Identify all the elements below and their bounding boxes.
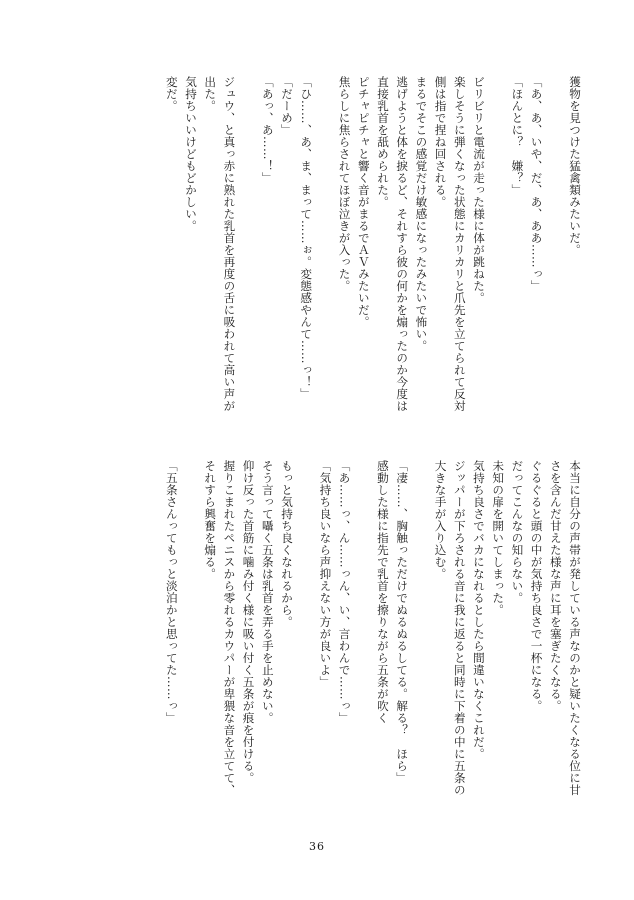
text-line (354, 460, 373, 830)
text-line: 気持ちいいけどもどかしい。 (184, 76, 198, 232)
text-line: ビリビリと電流が走った様に体が跳ねた。 (472, 76, 487, 304)
text-line: 仰け反った首筋に噛み付く様に吸い付く五条が痕を付ける。 (241, 460, 256, 784)
text-line (296, 460, 315, 830)
text-line: 大きな手が入り込む。 (433, 460, 448, 580)
text-line: 「あっ、あ……！」 (260, 76, 275, 184)
text-line: 「五条さんってもっと淡泊かと思ってた……っ」 (164, 460, 179, 724)
text-line: ジッパーが下ろされる音に我に返ると同時に下着の中に五条の (452, 460, 467, 796)
text-line: 「だーめ」 (280, 76, 294, 136)
top-text-block (70, 76, 584, 440)
text-line: 変だ。 (164, 76, 179, 112)
text-line: 本当に自分の声帯が発している声なのかと疑いたくなる位に甘 (568, 460, 582, 796)
text-line: 未知の扉を開いてしまった。 (491, 460, 506, 616)
text-line: ジュウ、と真っ赤に熟れた乳首を再度の舌に吸われて高い声が (222, 76, 237, 412)
text-line: 「あ、あ、いや、だ、あ、ああ……っ」 (529, 76, 544, 292)
text-line (181, 460, 200, 830)
text-line: 「ひ……、あ、ま、まって……ぉ。変態感やんて……っ！」 (299, 76, 314, 400)
text-line: もっと気持ち良くなれるから。 (280, 460, 294, 628)
text-line: 感動した様に指先で乳首を擦りながら五条が吹く (375, 460, 390, 724)
text-line: 獲物を見つけた猛禽類みたいだ。 (568, 76, 582, 256)
text-line: そう言って囁く五条は乳首を弄る手を止めない。 (260, 460, 275, 724)
text-line: それすら興奮を煽る。 (203, 460, 218, 580)
text-line (238, 76, 257, 440)
text-line: 「凄……、胸触っただけでぬるぬるしてる。解る？ ほら」 (395, 460, 410, 784)
text-line (488, 76, 507, 440)
bottom-text-block (70, 460, 584, 830)
text-line: 焦らしに焦らされてほぼ泣きが入った。 (337, 76, 352, 292)
text-line: さを含んだ甘えた様な声に耳を塞ぎたくなる。 (548, 460, 563, 712)
text-line: まるでそこの感覚だけ敏感になったみたいで怖い。 (414, 76, 429, 352)
text-line: ぐるぐると頭の中が気持ち良さで一杯になる。 (529, 460, 544, 712)
text-line: 「あ……っ、ん……っん、い、言わんで……っ」 (337, 460, 352, 724)
text-line: 側は指で捏ね回される。 (433, 76, 448, 208)
text-line: 楽しそうに弾くなった状態にカリカリと爪先を立てられて反対 (452, 76, 467, 412)
text-line: 直接乳首を舐められた。 (376, 76, 390, 208)
text-line: 握りこまれたペニスから零れるカウパーが卑猥な音を立てて、 (222, 460, 237, 796)
text-line: 逃げようと体を捩るど、それすら彼の何かを煽ったのか今度は (395, 76, 410, 412)
text-line: 「ほんとに？ 嫌？」 (510, 76, 525, 196)
text-line (546, 76, 565, 440)
text-line: 気持ち良さでバカになれるとしたら間違いなくこれだ。 (471, 460, 486, 760)
text-line (315, 76, 334, 440)
page-number: 36 (309, 840, 325, 853)
text-line: だってこんなの知らない。 (510, 460, 525, 604)
text-line: ピチャピチャと響く音がまるでＡＶみたいだ。 (356, 76, 371, 328)
text-line: 出た。 (203, 76, 218, 112)
text-line: 「気持ち良いなら声抑えない方が良いよ」 (318, 460, 333, 688)
text-line (411, 460, 430, 830)
